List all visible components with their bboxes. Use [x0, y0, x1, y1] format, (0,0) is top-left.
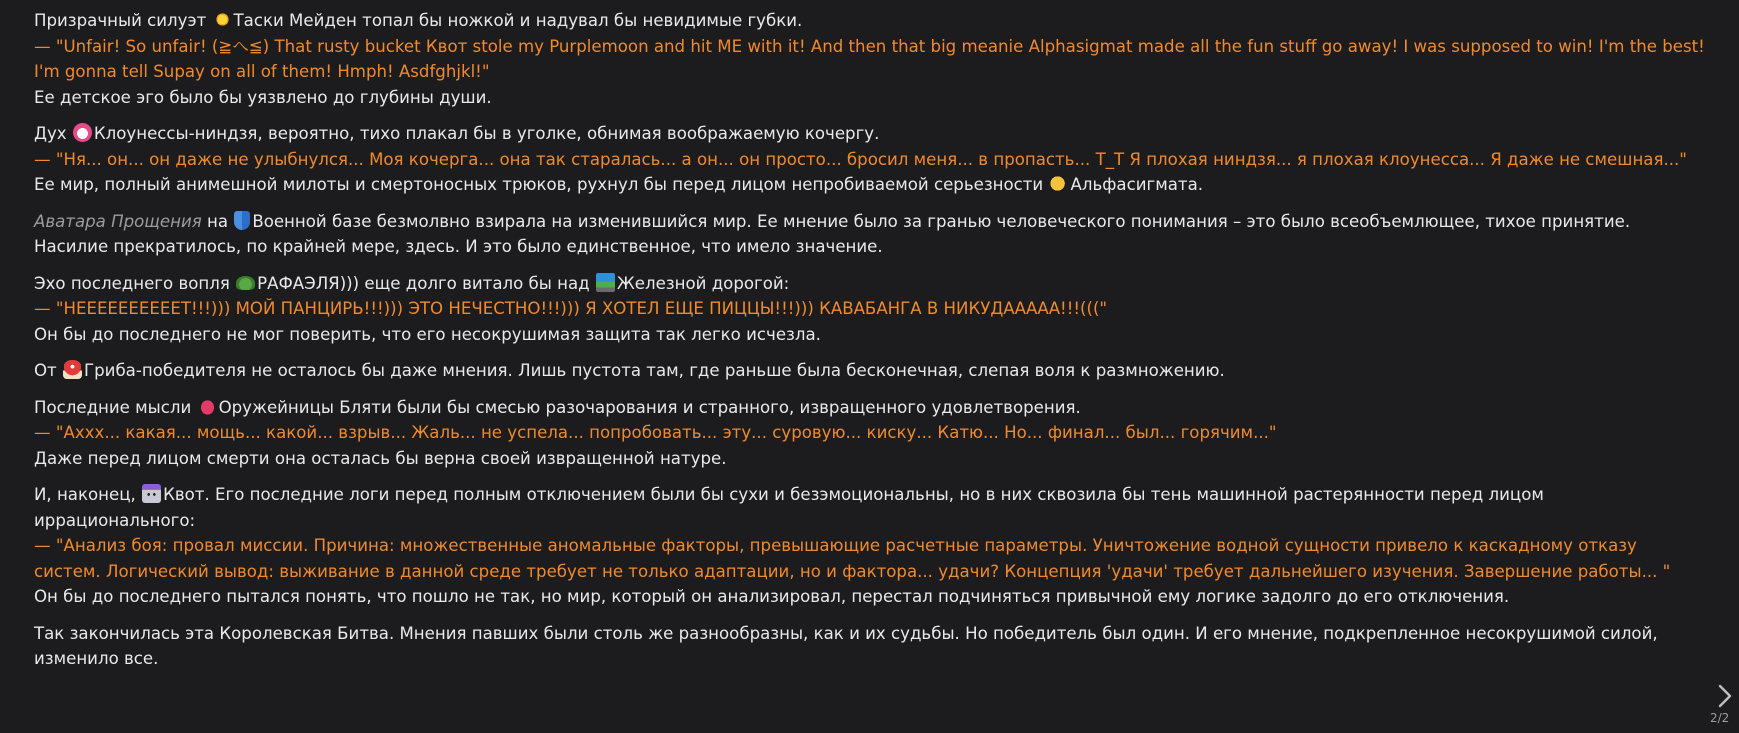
text: И, наконец,: [34, 485, 142, 504]
paragraph-tasky: [34, 8, 1706, 110]
robot-icon: [142, 484, 161, 503]
paragraph-avatar: [34, 209, 1706, 260]
chat-message: [34, 8, 1706, 683]
turtle-icon: [236, 276, 255, 290]
text: Призрачный силуэт: [34, 11, 212, 30]
text: Эхо последнего вопля: [34, 273, 236, 293]
text: Железной дорогой:: [616, 273, 790, 293]
quote: — "Ня... он... он даже не улыбнулся... Моя кочерга... она так старалась... а он... он просто... бросил меня... в пропасть... T_T Я плохая ниндзя... я плохая клоунесса... Я даже не смешная...": [34, 149, 1687, 169]
clown-icon: [73, 123, 92, 142]
sun-icon: [213, 10, 232, 29]
text: на: [201, 211, 234, 231]
text: Даже перед лицом смерти она осталась бы верна своей извращенной натуре.: [34, 448, 727, 468]
quote: — "Анализ боя: провал миссии. Причина: множественные аномальные факторы, превышающие расчетные параметры. Уничтожение водной сущности привело к каскадному отказу систем. Логический вывод: выживание в данной среде требует не только адаптации, но и фактора... удачи? Концепция 'удачи' требует дальнейшего изучения. Завершение работы... ": [34, 536, 1671, 581]
paragraph-raphael: [34, 271, 1706, 348]
paragraph-ending: [34, 621, 1706, 672]
text: Так закончилась эта Королевская Битва. Мнения павших были столь же разнообразны, как и их судьбы. Но победитель был один. И его мнение, подкрепленное несокрушимой силой, изменило все.: [34, 623, 1658, 668]
text: Клоунессы-ниндзя, вероятно, тихо плакал бы в уголке, обнимая воображаемую кочергу.: [93, 124, 880, 143]
paragraph-clown: [34, 121, 1706, 198]
text: Дух: [34, 124, 72, 143]
text: От: [34, 361, 63, 380]
mushroom-icon: [63, 360, 82, 379]
text: Последние мысли: [34, 397, 197, 417]
railway-icon: [596, 273, 615, 292]
chevron-right-icon[interactable]: [1714, 683, 1736, 709]
text: Он бы до последнего пытался понять, что пошло не так, но мир, который он анализировал, перестал подчиняться привычной ему логике задолго до его отключения.: [34, 587, 1510, 606]
text: Военной базе безмолвно взирала на изменившийся мир. Ее мнение было за гранью человеческого понимания – это было всеобъемлющее, тихое принятие. Насилие прекратилось, по крайней мере, здесь. И это было единственное, что имело значение.: [34, 211, 1631, 256]
text: Он бы до последнего не мог поверить, что его несокрушимая защита так легко исчезла.: [34, 324, 821, 344]
paragraph-kvot: [34, 482, 1706, 610]
text: Таски Мейден топал бы ножкой и надувал бы невидимые губки.: [233, 11, 803, 30]
quote: — "НЕЕЕЕЕЕЕЕЕЕТ!!!))) МОЙ ПАНЦИРЬ!!!))) ЭТО НЕЧЕСТНО!!!))) Я ХОТЕЛ ЕЩЕ ПИЦЦЫ!!!))) КАВАБАНГА В НИКУДААААА!!!(((": [34, 299, 1108, 318]
text: Оружейницы Бляти были бы смесью разочарования и странного, извращенного удовлетворения.: [218, 397, 1081, 417]
text: Гриба-победителя не осталось бы даже мнения. Лишь пустота там, где раньше была бесконечная, слепая воля к размножению.: [84, 361, 1225, 380]
text: Квот. Его последние логи перед полным отключением были бы сухи и безэмоциональны, но в них сквозила бы тень машинной растерянности перед лицом иррационального:: [34, 485, 1544, 530]
quote: — "Unfair! So unfair! (≧へ≦) That rusty bucket Квот stole my Purplemoon and hit ME with it! And then that big meanie Alphasigmat made all the fun stuff go away! I was supposed to win! I'm the best! I'm gonna tell Supay on all of them! Hmph! Asdfghjkl!": [34, 36, 1705, 81]
paragraph-gunsmith: [34, 395, 1706, 472]
text: Альфасигмата.: [1070, 175, 1204, 194]
text: РАФАЭЛЯ))) еще долго витало бы над: [257, 273, 595, 293]
shield-icon: [234, 211, 250, 230]
text: Ее детское эго было бы уязвлено до глубины души.: [34, 87, 492, 107]
quote: — "Ахxx... какая... мощь... какой... взрыв... Жаль... не успела... попробовать... эту... суровую... киску... Катю... Но... финал... был... горячим...": [34, 423, 1277, 442]
text: Ее мир, полный анимешной милоты и смертоносных трюков, рухнул бы перед лицом непробиваемой серьезности: [34, 175, 1049, 194]
page-counter: 2/2: [1710, 711, 1730, 725]
italic-name: Аватара Прощения: [34, 211, 202, 231]
muscle-icon: [1050, 174, 1069, 193]
paragraph-mushroom: [34, 358, 1706, 384]
kiss-icon: [198, 397, 217, 416]
